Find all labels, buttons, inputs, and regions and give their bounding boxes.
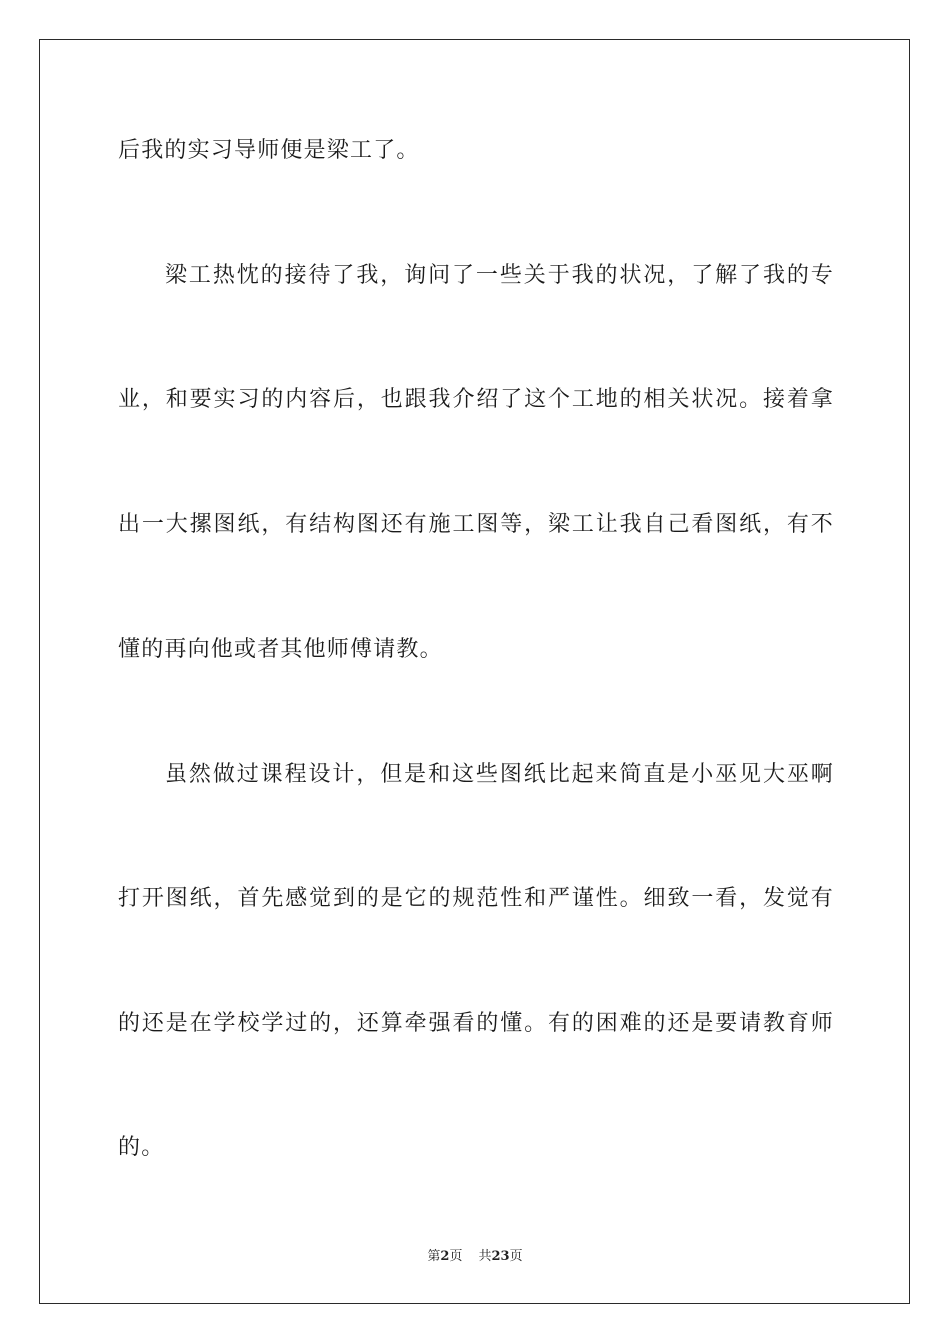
footer-page-suffix: 页 <box>449 1249 463 1264</box>
footer-page-number: 2 <box>440 1249 450 1264</box>
body-line-4: 出一大摞图纸，有结构图还有施工图等，梁工让我自己看图纸，有不 <box>118 512 834 537</box>
footer-total-prefix: 共 <box>478 1249 492 1264</box>
body-line-2: 梁工热忱的接待了我，询问了一些关于我的状况，了解了我的专 <box>165 263 834 288</box>
body-line-8: 的还是在学校学过的，还算牵强看的懂。有的困难的还是要请教育师 <box>118 1011 834 1036</box>
page-footer <box>0 1248 950 1266</box>
footer-total-suffix: 页 <box>509 1249 523 1264</box>
page-border <box>39 39 910 1304</box>
body-line-1: 后我的实习导师便是梁工了。 <box>118 138 420 163</box>
body-line-5: 懂的再向他或者其他师傅请教。 <box>118 637 443 662</box>
body-line-7: 打开图纸，首先感觉到的是它的规范性和严谨性。细致一看，发觉有 <box>118 886 834 911</box>
body-line-6: 虽然做过课程设计，但是和这些图纸比起来简直是小巫见大巫啊 <box>165 762 834 787</box>
body-line-3: 业，和要实习的内容后，也跟我介绍了这个工地的相关状况。接着拿 <box>118 387 834 412</box>
footer-total-pages: 23 <box>491 1249 510 1264</box>
body-line-9: 的。 <box>118 1135 165 1160</box>
footer-page-prefix: 第 <box>427 1249 441 1264</box>
